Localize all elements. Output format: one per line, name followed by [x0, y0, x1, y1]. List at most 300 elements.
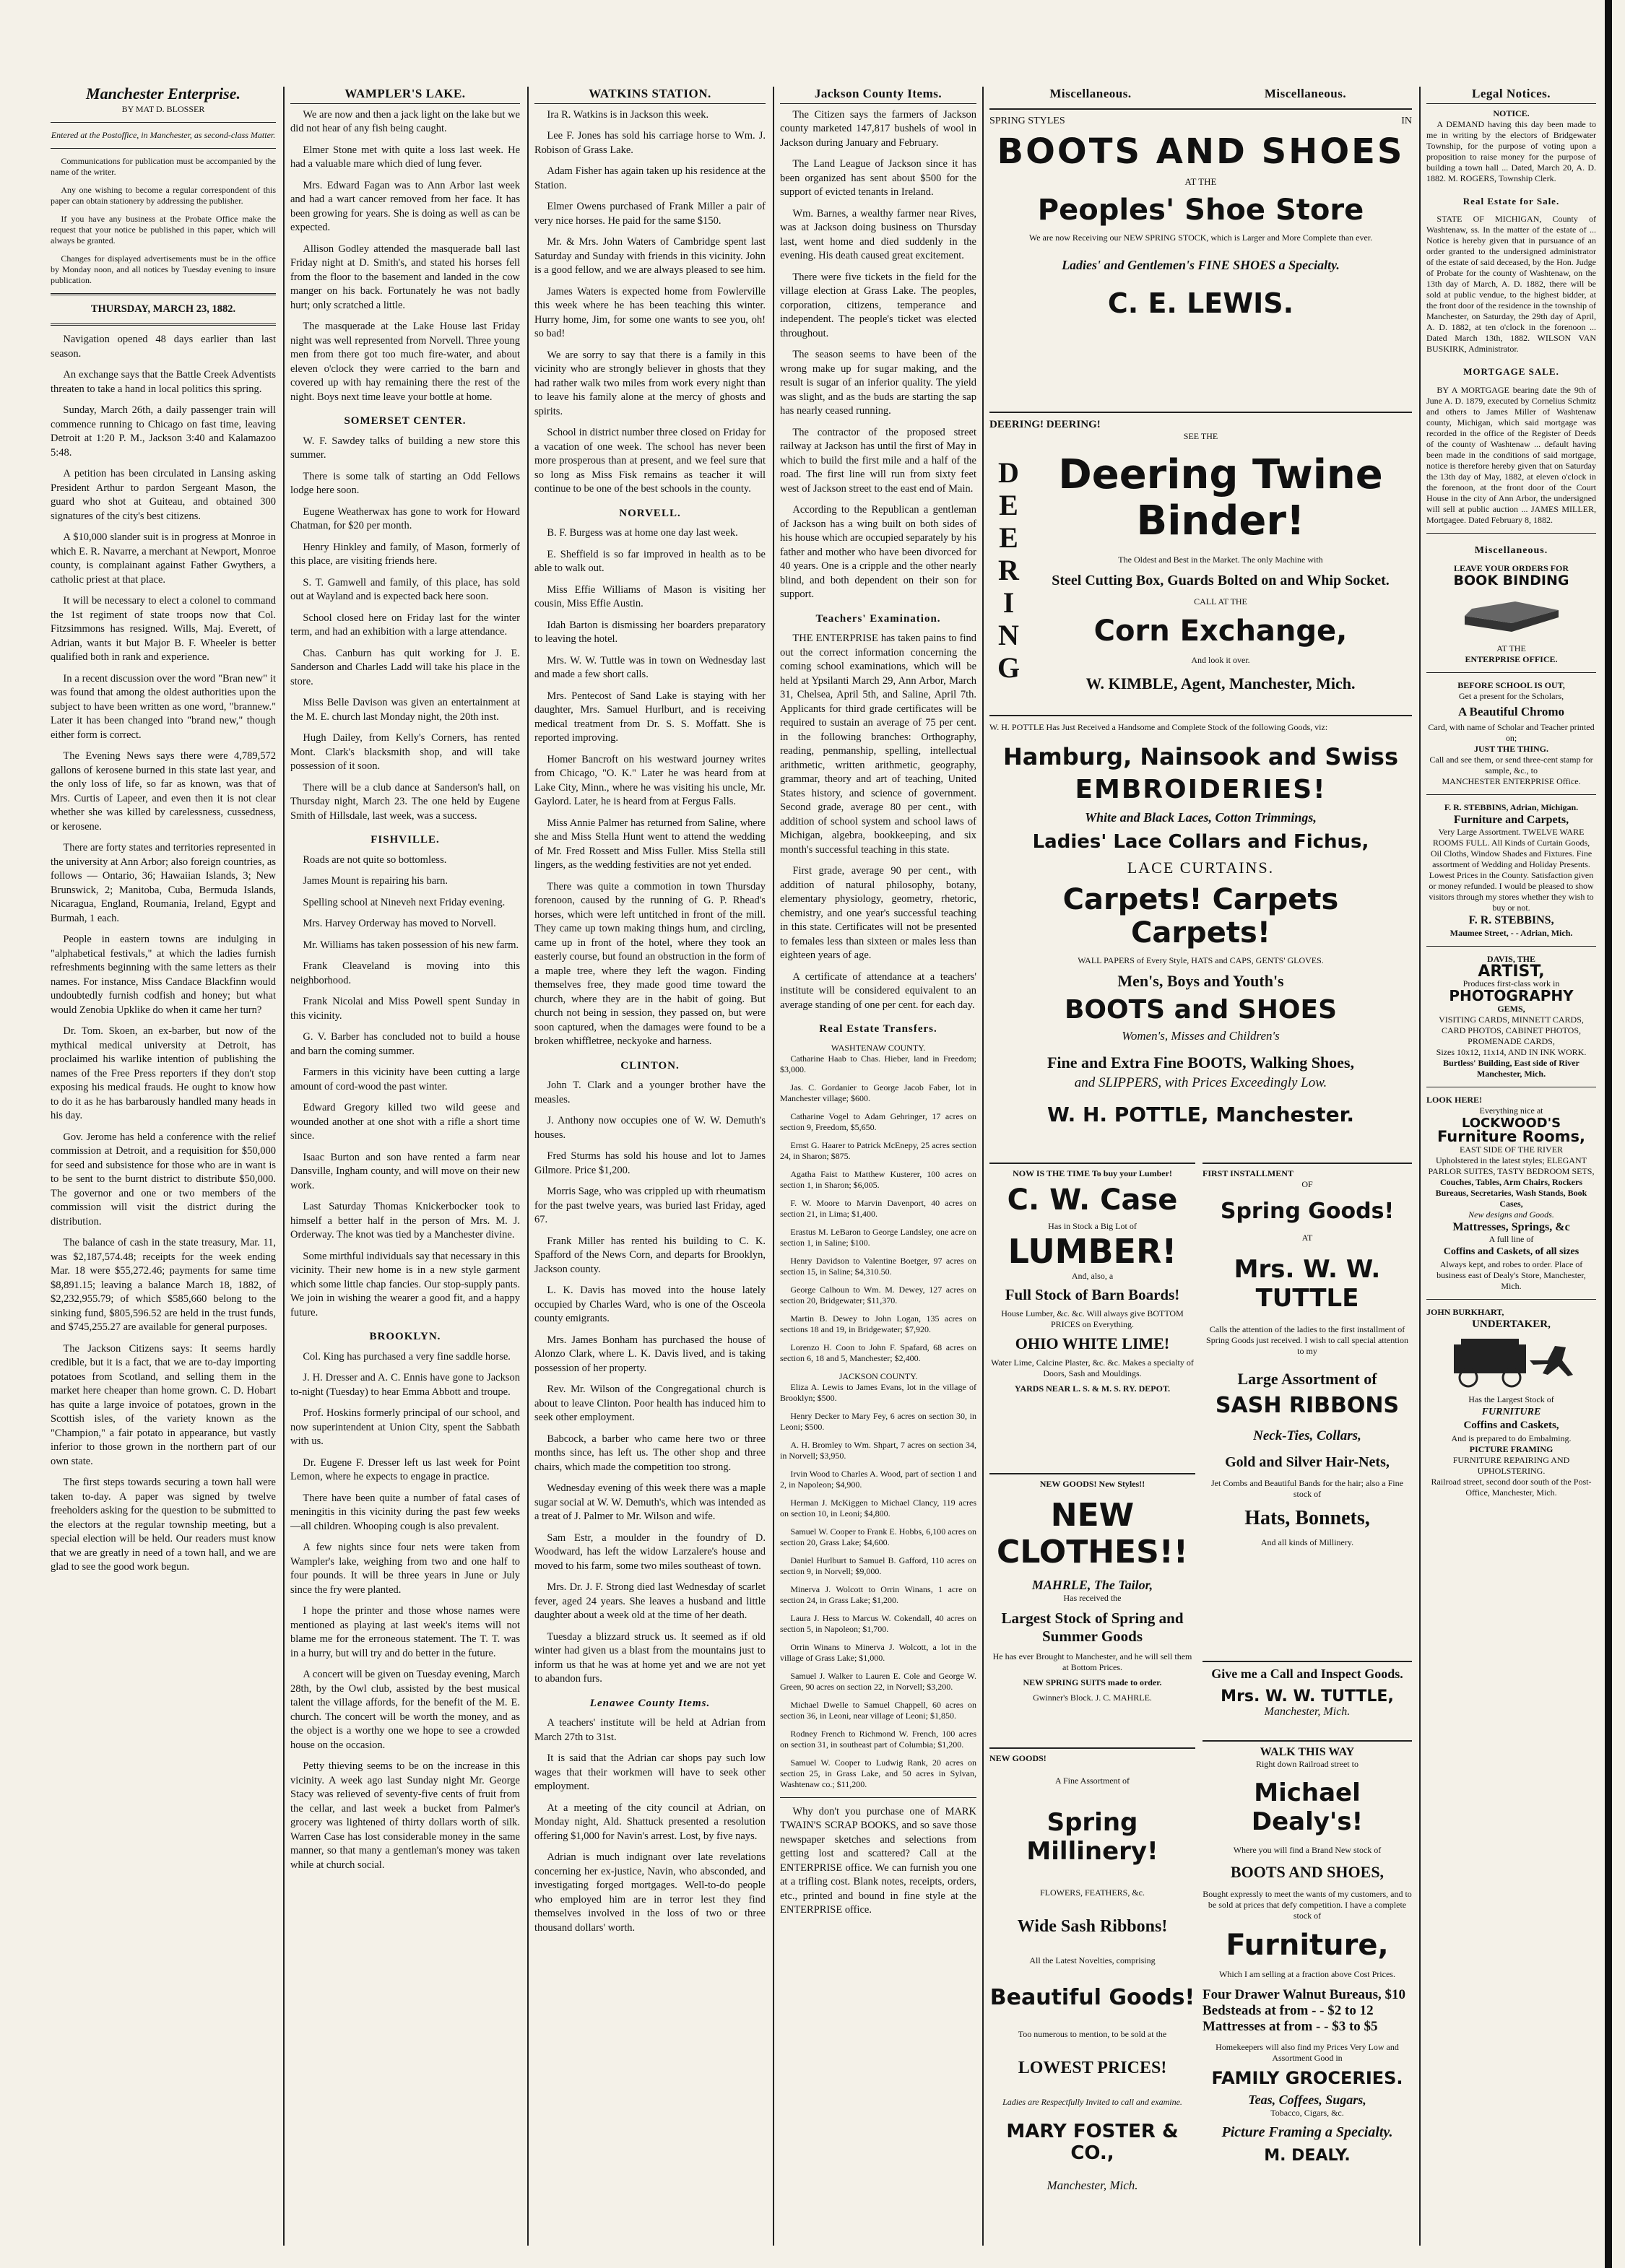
- ad-text: Sizes 10x12, 11x14, AND IN INK WORK.: [1436, 1046, 1587, 1057]
- ad-text: Wide Sash Ribbons!: [1017, 1917, 1168, 1936]
- ad-cw-case-lumber: [989, 1163, 1195, 1472]
- ad-text: Has received the: [1063, 1593, 1122, 1603]
- transfer-item: Orrin Winans to Minerva J. Wolcott, a lot in the village of Grass Lake; $1,000.: [780, 1641, 976, 1663]
- column-2: [290, 87, 520, 2246]
- ad-title: Carpets! Carpets Carpets!: [1062, 883, 1339, 950]
- legal-text: STATE OF MICHIGAN, County of Washtenaw, ss. In the matter of the estate of ... Notice is hereby given that in pursuance of an order granted to the undersigned administrator of the estate of said deceased, by the Hon. Judge of Probate for the county of Washtenaw, on the 13th day of March, A. D. 1882, there will be sold at public vendue, to the highest bidder, at the front door of the residence in the township of Manchester, on Saturday, the 29th day of April, A. D. 1882, at ten o'clock in the forenoon ... Dated March 13th, 1882. WILSON VAN BUSKIRK, Administrator.: [1426, 214, 1596, 354]
- masthead-entered: Entered at the Postoffice, in Manchester, as second-class Matter.: [51, 129, 276, 140]
- news-item: A teachers' institute will be held at Adrian from March 27th to 31st.: [534, 1717, 766, 1743]
- ad-text: SEE THE: [1183, 431, 1218, 441]
- news-item: Col. King has purchased a very fine saddle horse.: [303, 1350, 511, 1363]
- notice: Any one wishing to become a regular correspondent of this paper can obtain stationery by addressing the publisher.: [51, 184, 276, 206]
- news-item: L. K. Davis has moved into the house lately occupied by Charles Ward, who is one of the Osceola county emigrants.: [534, 1285, 766, 1324]
- ad-name: W. KIMBLE, Agent, Manchester, Mich.: [1086, 674, 1356, 692]
- ad-text: Teas, Coffees, Sugars,: [1248, 2093, 1366, 2107]
- news-item: The Evening News says there were 4,789,572 gallons of kerosene burned in this state last year, and the only loss of life, so far as known, was that of Mrs. Curtis of Lapeer, and even then it is not clear whether she was killed by carelessness, cussedness, or kerosene.: [51, 750, 276, 833]
- news-item: A concert will be given on Tuesday evening, March 28th, by the Owl club, assisted by the best musical talent the village affords, for the benefit of the M. E. church. The concert will be worth the money, and as the object is a worthy one we hope to see a crowded house on the occasion.: [290, 1669, 520, 1751]
- ad-title: Michael Dealy's!: [1251, 1778, 1364, 1836]
- news-item: Wednesday evening of this week there was a maple sugar social at W. W. Demuth's, which was intended as a treat of J. Palmer to Mr. Wilson and wife.: [534, 1482, 766, 1522]
- news-item: THE ENTERPRISE has taken pains to find out the correct information concerning the coming school examinations, which will be held at Ypsilanti March 29, Ann Arbor, March 31, Chelsea, April 5th, and Saline, April 7th. Applicants for third grade certificates will be required to sustain an average of 75 per cent. in the following branches: Orthography, reading, penmanship, spelling, intellectual arithmetic, written arithmetic, geography, grammar, theory and art of teaching, United States history, and science of government. Second grade, average 80 per cent., with addition of school system and school laws of Michigan, algebra, bookkeeping, and six month's successful teaching in this state.: [780, 633, 976, 856]
- ad-text: FURNITURE REPAIRING AND UPHOLSTERING.: [1452, 1454, 1570, 1476]
- misc-header: Miscellaneous.: [1049, 87, 1132, 100]
- ad-text: Ladies' Lace Collars and Fichus,: [1032, 831, 1369, 853]
- ad-mary-foster-millinery: [989, 1747, 1195, 2251]
- news-item: Mrs. Pentecost of Sand Lake is staying with her daughter, Mrs. Samuel Hurlburt, and is receiving medical treatment from Dr. S. S. Moffatt. She is reported improving.: [534, 690, 766, 744]
- section-heading: Miscellaneous.: [1474, 544, 1548, 556]
- ad-text: FLOWERS, FEATHERS, &c.: [1039, 1887, 1145, 1898]
- legal-text: BY A MORTGAGE bearing date the 9th of June A. D. 1879, executed by Cornelius Schmitz and others to James Miller of Washtenaw county, Michigan, which said mortgage was recorded in the office of the Register of Deeds of the county of Washtenaw ... default having been made in the conditions of said mortgage, notice is therefore hereby given that on Saturday the 13th day of May, 1882, at eleven o'clock in the forenoon, at the front door of the Court House in the city of Ann Arbor, the undersigned will sell at public auction ... JAMES MILLER, Mortgagee. Dated February 8, 1882.: [1426, 384, 1596, 525]
- news-item: Mrs. James Bonham has purchased the house of Alonzo Clark, where L. K. Davis lived, and is taking possession of her property.: [534, 1334, 766, 1374]
- news-item: The balance of cash in the state treasury, Mar. 11, was $2,187,574.48; receipts for the week ending Mar. 18 were $55,272.46; payments for same time $8,891.15; leaving a balance March 18, 1882, of $2,232,955.79; of which $585,660 belong to the sinking fund, $805,596.52 are held in the trust funds, and $745,255.27 are available for general purposes.: [51, 1237, 276, 1333]
- section-heading: BROOKLYN.: [369, 1331, 441, 1342]
- ad-mrs-tuttle: [1202, 1163, 1412, 1688]
- ad-title: Beautiful Goods!: [989, 1985, 1195, 2010]
- news-item: Frank Miller has rented his building to C. K. Spafford of the News Corn, and departs for Brooklyn, Jackson county.: [534, 1235, 766, 1275]
- ad-title: Mrs. W. W. TUTTLE: [1234, 1255, 1381, 1313]
- news-item: Mrs. Harvey Orderway has moved to Norvell.: [303, 918, 496, 929]
- ad-text: BEFORE SCHOOL IS OUT,: [1457, 680, 1565, 690]
- news-item: An exchange says that the Battle Creek Adventists threaten to take a hand in local politics this spring.: [51, 369, 276, 395]
- news-item: According to the Republican a gentleman of Jackson has a wing built on both sides of his house which are occupied separately by his father and mother who have been divorced for 40 years. One is a cripple and the other nearly blind, and both dependent on their son for support.: [780, 504, 976, 600]
- news-item: James Waters is expected home from Fowlerville this week where he has been teaching this winter. Hurry home, Jim, for some one wants to see you, oh! so bad!: [534, 285, 766, 339]
- news-item: S. T. Gamwell and family, of this place, has sold out at Wayland and is expected back here soon.: [290, 576, 520, 602]
- transfer-item: Lorenzo H. Coon to John F. Spafard, 68 acres on section 6, 18 and 5, Manchester; $2,400.: [780, 1342, 976, 1363]
- section-heading: MORTGAGE SALE.: [1463, 366, 1559, 377]
- newspaper-page: [51, 87, 1603, 2246]
- column-rule: [773, 87, 774, 2246]
- ad-text: OHIO WHITE LIME!: [1015, 1334, 1170, 1352]
- news-item: Frank Cleaveland is moving into this neighborhood.: [290, 960, 520, 986]
- ad-text: House Lumber, &c. &c. Will always give BOTTOM PRICES on Everything.: [1001, 1308, 1184, 1329]
- transfer-item: Henry Decker to Mary Fey, 6 acres on section 30, in Leoni; $500.: [780, 1410, 976, 1432]
- ad-text: Has the Largest Stock of: [1468, 1394, 1554, 1404]
- ad-text: Give me a Call and Inspect Goods.: [1211, 1667, 1403, 1681]
- news-item: People in eastern towns are indulging in "alphabetical festivals," at which the ladies furnish refreshments beginning with the same letters as their names. For instance, Miss Candace Blackfinn would undoubtedly furnish codfish and honey; but what would Zenobia Upklike do when it came her turn?: [51, 934, 276, 1016]
- news-item: Elmer Stone met with quite a loss last week. He had a valuable mare which died of lung fever.: [290, 144, 520, 170]
- ad-name: F. R. STEBBINS,: [1468, 914, 1554, 926]
- ad-text: Railroad street, second door south of the Post-Office, Manchester, Mich.: [1431, 1476, 1592, 1498]
- ad-title: Furniture Rooms,: [1436, 1128, 1586, 1145]
- section-heading: FISHVILLE.: [370, 834, 440, 846]
- ad-text: FAMILY GROCERIES.: [1211, 2068, 1403, 2088]
- news-item: Morris Sage, who was crippled up with rheumatism for the past twelve years, was buried last Friday, aged 67.: [534, 1186, 766, 1225]
- ad-title: Spring Millinery!: [1026, 1808, 1158, 1866]
- news-item: Gov. Jerome has held a conference with the relief commission at Detroit, and a requisition for $50,000 for seed and subsistence for those who are in want is to be sent to the burnt district to distribute $50,000. The governor and one or two members of the commission will visit the district during the distribution.: [51, 1131, 276, 1228]
- ad-name: M. DEALY.: [1264, 2147, 1351, 2165]
- ad-text: FURNITURE: [1481, 1406, 1541, 1417]
- ad-title: BOOTS AND SHOES: [997, 131, 1405, 172]
- news-item: It will be necessary to elect a colonel to command the 1st regiment of state troops now that Col. Fitzsimmons has resigned. Wills, Maj. Everett, of Adrian, wants it but Major B. F. Wheeler is better qualified both in rank and experience.: [51, 595, 276, 663]
- misc-header: Miscellaneous.: [1264, 87, 1347, 100]
- ad-title: Furniture and Carpets,: [1453, 813, 1569, 826]
- ad-text: DAVIS, THE: [1487, 953, 1535, 964]
- news-item: Eugene Weatherwax has gone to work for Howard Chatman, for $20 per month.: [290, 505, 520, 531]
- news-item: Why don't you purchase one of MARK TWAIN'S SCRAP BOOKS, and so save those newspaper sketches and selections from getting lost and scattered? Call at the ENTERPRISE office. We can furnish you one at a trifling cost. Blank notes, receipts, orders, etc., printed and bound in fine style at the ENTERPRISE office.: [780, 1805, 976, 1916]
- ad-deering-binder: [989, 412, 1412, 715]
- news-item: Mr. Williams has taken possession of his new farm.: [303, 939, 519, 951]
- ad-text: W. H. POTTLE Has Just Received a Handsome and Complete Stock of the following Goods, viz:: [989, 722, 1328, 732]
- transfer-item: F. W. Moore to Marvin Davenport, 40 acres on section 21, in Lima; $1,400.: [780, 1197, 976, 1219]
- ad-text: PROMENADE CARDS,: [1468, 1035, 1555, 1046]
- news-item: Lee F. Jones has sold his carriage horse to Wm. J. Robison of Grass Lake.: [534, 130, 766, 156]
- ad-text: LOOK HERE!: [1426, 1094, 1483, 1105]
- transfer-item: Eliza A. Lewis to James Evans, lot in the village of Brooklyn; $500.: [780, 1381, 976, 1403]
- ad-price: Mattresses at from - - $3 to $5: [1202, 2019, 1378, 2034]
- ad-text: Large Assortment of: [1237, 1370, 1377, 1388]
- transfer-item: Herman J. McKiggen to Michael Clancy, 119 acres on section 10, in Leoni; $4,800.: [780, 1497, 976, 1518]
- ad-text: NEW SPRING SUITS made to order.: [1023, 1677, 1162, 1687]
- ad-text: Too numerous to mention, to be sold at the: [1018, 2029, 1167, 2039]
- ad-title: Mattresses, Springs, &c: [1452, 1220, 1570, 1233]
- ad-text: Largest Stock of Spring and Summer Goods: [1001, 1609, 1184, 1645]
- news-item: A certificate of attendance at a teachers' institute will be considered equivalent to an average standing of one per cent. for each day.: [780, 970, 976, 1011]
- news-item: A few nights since four nets were taken from Wampler's lake, weighing from two and one half to four pounds. It will be three years in June or July since the fry were planted.: [290, 1542, 520, 1596]
- section-heading: CLINTON.: [620, 1059, 680, 1072]
- ad-text: And all kinds of Millinery.: [1260, 1537, 1354, 1547]
- column-rule: [527, 87, 529, 2246]
- column-7: [1426, 87, 1596, 2246]
- ad-text: Jet Combs and Beautiful Bands for the hair; also a Fine stock of: [1211, 1478, 1403, 1499]
- ad-title: BOOK BINDING: [1453, 573, 1569, 588]
- news-item: Navigation opened 48 days earlier than last season.: [51, 334, 276, 360]
- section-heading: Real Estate for Sale.: [1462, 195, 1560, 207]
- ad-text: We are now Receiving our NEW SPRING STOCK, which is Larger and More Complete than ever.: [1028, 233, 1373, 243]
- ad-text: IN: [1401, 116, 1412, 126]
- notice: Changes for displayed advertisements must be in the office by Monday noon, and all notices by Tuesday evening to insure publication.: [51, 253, 276, 285]
- news-item: The Land League of Jackson since it has been organized has sent about $500 for the support of evicted tenants in Ireland.: [780, 158, 976, 198]
- ad-text: AT THE: [1496, 643, 1526, 653]
- ad-text: Manchester, Mich.: [1046, 2178, 1138, 2192]
- ad-text: Which I am selling at a fraction above Cost Prices.: [1219, 1969, 1395, 1979]
- ad-text: Homekeepers will also find my Prices Very Low and Assortment Good in: [1216, 2042, 1399, 2063]
- ad-text: And is prepared to do Embalming.: [1451, 1433, 1572, 1443]
- ad-text: OF: [1301, 1179, 1313, 1189]
- ad-text: Ladies' and Gentlemen's FINE SHOES a Specialty.: [1062, 258, 1340, 272]
- news-item: Miss Annie Palmer has returned from Saline, where she and Miss Stella Hunt went to attend the wedding of Mr. Fred Rossett and Miss Fuller. Miss Stella still lingers, as the wedding festivities are not yet ended.: [534, 817, 766, 871]
- ad-title: NEW CLOTHES!!: [997, 1497, 1188, 1570]
- ad-pottle: [989, 715, 1412, 1163]
- ad-title: Corn Exchange,: [1093, 614, 1348, 648]
- ad-text: Card, with name of Scholar and Teacher printed on;: [1428, 721, 1595, 743]
- ad-text: WALK THIS WAY: [1260, 1746, 1355, 1758]
- ad-text: EAST SIDE OF THE RIVER: [1460, 1144, 1563, 1155]
- ad-title: Coffins and Caskets, of all sizes: [1443, 1246, 1580, 1257]
- transfer-item: Rodney French to Richmond W. French, 100 acres on section 31, in southeast part of Columbia; $1,200.: [780, 1728, 976, 1750]
- ad-text: Full Stock of Barn Boards!: [1005, 1286, 1180, 1303]
- ad-title: ARTIST,: [1478, 962, 1545, 981]
- ad-text: Fine and Extra Fine BOOTS, Walking Shoes,: [1046, 1053, 1355, 1072]
- ad-text: Get a present for the Scholars,: [1458, 691, 1564, 701]
- ad-text: Bought expressly to meet the wants of my customers, and to be sold at prices that defy competition. I have a complete stock of: [1202, 1889, 1412, 1921]
- ad-text: Right down Railroad street to: [1256, 1759, 1358, 1769]
- notice: If you have any business at the Probate Office make the request that your notice be published in this paper, which will always be granted.: [51, 213, 276, 246]
- news-item: J. H. Dresser and A. C. Ennis have gone to Jackson to-night (Tuesday) to hear Emma Abbott and troupe.: [290, 1372, 520, 1398]
- column-1: [51, 87, 276, 2246]
- ad-text: JUST THE THING.: [1473, 743, 1549, 754]
- subheading: NOTICE.: [1493, 108, 1530, 118]
- ad-text: DEERING! DEERING!: [989, 419, 1101, 430]
- news-item: There are forty states and territories represented in the university at Ann Arbor; also foreign countries, as follows — Ontario, 36; Hawaiian Islands, 3; New Brunswick, 2; Manitoba, Cuba, Bermuda Islands, Nicaragua, England, Roumania, Ireland, Egypt and Burmah, 1 each.: [51, 842, 276, 924]
- ad-text: FIRST INSTALLMENT: [1202, 1168, 1294, 1178]
- notice: Communications for publication must be accompanied by the name of the writer.: [51, 155, 276, 177]
- ad-text: Gold and Silver Hair-Nets,: [1225, 1454, 1390, 1470]
- ad-text: Gwinner's Block. J. C. MAHRLE.: [1033, 1693, 1152, 1703]
- news-item: Dr. Tom. Skoen, an ex-barber, but now of the mythical medical university at Detroit, has proclaimed his warlike intention of publishing the names of the Free Press reporters if they don't stop exposing his medical frauds. He ought to know how to do it as he has barbarously handled many heads in his day.: [51, 1025, 276, 1121]
- ad-text: NEW GOODS! New Styles!!: [1039, 1479, 1145, 1489]
- section-heading: Legal Notices.: [1426, 87, 1596, 104]
- news-item: E. Sheffield is so far improved in health as to be able to walk out.: [534, 548, 766, 574]
- ad-text: Calls the attention of the ladies to the first installment of Spring Goods just received. I wish to call special attention to my: [1206, 1324, 1408, 1356]
- legal-text: A DEMAND having this day been made to me in writing by the electors of Bridgewater Township, for the purpose of voting upon a proposition to raise money for the purpose of building a town hall ... Dated, March 20, A. D. 1882. M. ROGERS, Township Clerk.: [1426, 118, 1596, 183]
- news-item: Hugh Dailey, from Kelly's Corners, has rented Mont. Clark's blacksmith shop, and will take possession of it soon.: [290, 732, 520, 772]
- ad-text: Ladies are Respectfully Invited to call and examine.: [1002, 2097, 1182, 2107]
- ad-text: A full line of: [1488, 1234, 1534, 1244]
- ad-text: Men's, Boys and Youth's: [1117, 972, 1284, 990]
- transfer-item: Jas. C. Gordanier to George Jacob Faber, lot in Manchester village; $600.: [780, 1082, 976, 1103]
- news-item: The first steps towards securing a town hall were taken to-day. A paper was signed by twelve freeholders asking for the question to be submitted to the electors at the regular township meeting, but a special election will be held. Our readers must know that we are greatly in need of a town hall, and we are glad to see the good work begun.: [51, 1477, 276, 1573]
- news-item: I hope the printer and those whose names were mentioned as playing at last week's items will not blame me for the erroneous statement. The T. T. was in a hurry, but will try and do better in the future.: [290, 1605, 520, 1659]
- issue-date: THURSDAY, MARCH 23, 1882.: [90, 303, 236, 315]
- news-item: Rev. Mr. Wilson of the Congregational church is about to leave Clinton. Poor health has induced him to seek other employment.: [534, 1383, 766, 1423]
- ad-michael-dealy: [1202, 1740, 1412, 2251]
- ad-text: Coffins and Caskets,: [1463, 1420, 1559, 1431]
- ad-text: Very Large Assortment. TWELVE WARE ROOMS FULL. All Kinds of Curtain Goods, Oil Cloths, Window Shades and Fixtures. Fine assortment of Wedding and Holiday Presents. Lowest Prices in the County. Satisfaction given or money refunded. I would be pleased to show visitors through my stores whether they wish to buy or not.: [1429, 827, 1594, 913]
- news-item: The Jackson Citizens says: It seems hardly credible, but it is a fact, that we are to-day importing potatoes from Scotland, and selling them in the market here cheaper than home grown. C. D. Hobart has quite a large invoice of potatoes, grown in the Scottish isles, of the variety known as the "Champion," a fair potato in appearance, but vastly inferior to those grown in the northern part of our own state.: [51, 1342, 276, 1467]
- news-item: There is some talk of starting an Odd Fellows lodge here soon.: [290, 470, 520, 496]
- ad-title: Peoples' Shoe Store: [1037, 194, 1364, 227]
- news-item: Frank Nicolai and Miss Powell spent Sunday in this vicinity.: [290, 996, 520, 1022]
- masthead-publisher: BY MAT D. BLOSSER: [121, 103, 205, 114]
- ad-text: Water Lime, Calcine Plaster, &c. &c. Makes a specialty of Doors, Sash and Mouldings.: [991, 1357, 1194, 1378]
- news-item: Miss Effie Williams of Mason is visiting her cousin, Miss Effie Austin.: [534, 583, 766, 609]
- news-item: A $10,000 slander suit is in progress at Monroe in which E. R. Navarre, a merchant at Newport, Monroe county, is complainant against Father Gwythers, a catholic priest at that place.: [51, 531, 276, 586]
- ad-text: Maumee Street, - - Adrian, Mich.: [1450, 927, 1573, 938]
- ad-text: And, also, a: [1071, 1271, 1114, 1281]
- news-item: Last Saturday Thomas Knickerbocker took to himself a better half in the person of Mrs. M. J. Orderway. The knot was tied by a Manchester divine.: [290, 1201, 520, 1241]
- news-item: The season seems to have been of the wrong make up for sugar making, and the result is sugar of an inferior quality. The yield was slight, and as the buds are starting the sap has nearly ceased running.: [780, 349, 976, 417]
- news-item: B. F. Burgess was at home one day last week.: [547, 527, 738, 539]
- news-item: Mrs. W. W. Tuttle was in town on Wednesday last and made a few short calls.: [534, 654, 766, 680]
- news-item: Prof. Hoskins formerly principal of our school, and now superintendent at Union City, spent the Sabbath with us.: [290, 1407, 520, 1447]
- transfer-item: Martin B. Dewey to John Logan, 135 acres on sections 18 and 19, in Bridgewater; $7,920.: [780, 1313, 976, 1334]
- ad-title: LOCKWOOD'S: [1461, 1115, 1561, 1131]
- ad-text: NEW GOODS!: [989, 1753, 1046, 1763]
- transfer-item: Daniel Hurlburt to Samuel B. Gafford, 110 acres on section 9, in Norvell; $9,000.: [780, 1555, 976, 1576]
- transfer-item: Minerva J. Wolcott to Orrin Winans, 1 acre on section 24, in Grass Lake; $1,200.: [780, 1583, 976, 1605]
- news-item: Adam Fisher has again taken up his residence at the Station.: [534, 165, 766, 191]
- news-item: There were five tickets in the field for the village election at Grass Lake. The peoples, corporation, citizens, temperance and independent. The people's ticket was elected throughout.: [780, 271, 976, 339]
- book-icon: [1457, 588, 1566, 639]
- news-item: In a recent discussion over the word "Bran new" it was found that among the oldest authorities upon the subject to have been written as one word, "brannew." Later it has been changed into "brand new," though either form is correct.: [51, 672, 276, 741]
- ad-name: MARY FOSTER & CO.,: [1006, 2121, 1179, 2164]
- ad-text: And look it over.: [1191, 655, 1250, 665]
- news-item: Petty thieving seems to be on the increase in this vicinity. A week ago last Sunday night Mr. George Stacy was relieved of seventy-five cents of fruit from the cellar, and last week a bucket from Palmer's grocery was lightened of thirty dollars worth of silk. Warren Case has lost considerable money in the same manner, so that many a gentleman's money was taken while at church social.: [290, 1760, 520, 1871]
- ad-text: He has ever Brought to Manchester, and he will sell them at Bottom Prices.: [992, 1651, 1192, 1672]
- hearse-icon: [1439, 1331, 1584, 1389]
- ad-text: Neck-Ties, Collars,: [1253, 1428, 1361, 1443]
- section-heading: Real Estate Transfers.: [819, 1023, 937, 1035]
- news-item: G. V. Barber has concluded not to build a house and barn the coming summer.: [290, 1031, 520, 1057]
- ad-text: PICTURE FRAMING: [1469, 1443, 1554, 1454]
- ad-side-text: DEERING: [992, 456, 1025, 684]
- ad-text: Everything nice at: [1479, 1105, 1543, 1116]
- ad-text: Hats, Bonnets,: [1244, 1507, 1370, 1529]
- news-item: Isaac Burton and son have rented a farm near Dansville, Ingham county, and will move on their new work.: [290, 1151, 520, 1191]
- news-item: At a meeting of the city council at Adrian, on Monday night, Ald. Shattuck presented a resolution offering $1,000 for Navin's arrest. Lost, by five nays.: [534, 1802, 766, 1842]
- ad-peoples-shoe-store: [989, 116, 1412, 404]
- news-item: Mr. & Mrs. John Waters of Cambridge spent last Saturday and Sunday with friends in this vicinity. John is a good fellow, and we are always pleased to see him.: [534, 236, 766, 276]
- ad-text: MAHRLE, The Tailor,: [1031, 1578, 1153, 1592]
- news-item: Edward Gregory killed two wild geese and wounded another at one shot with a rifle a short time since.: [290, 1102, 520, 1142]
- transfer-item: George Calhoun to Wm. M. Dewey, 127 acres on section 20, Bridgewater; $11,370.: [780, 1284, 976, 1305]
- ad-text: Produces first-class work in: [1462, 978, 1560, 989]
- news-item: Fred Sturms has sold his house and lot to James Gilmore. Price $1,200.: [534, 1150, 766, 1176]
- news-item: School in district number three closed on Friday for a vacation of one week. The school has never been more prosperous than at present, and we feel sure that so long as Miss Fisk remains as teacher it will continue to be one of the best schools in the county.: [534, 427, 766, 495]
- news-item: It is said that the Adrian car shops pay such low wages that their workmen will have to seek other employment.: [534, 1752, 766, 1792]
- ad-text: NOW IS THE TIME To buy your Lumber!: [1013, 1168, 1172, 1178]
- transfer-item: Catharine Haab to Chas. Hieber, land in Freedom; $3,000.: [780, 1053, 976, 1074]
- ad-title: LUMBER!: [1008, 1232, 1177, 1271]
- ad-text: Picture Framing a Specialty.: [1221, 2124, 1393, 2140]
- ad-text: LACE CURTAINS.: [1127, 859, 1275, 877]
- transfer-item: Samuel W. Cooper to Frank E. Hobbs, 6,100 acres on section 20, Grass Lake; $4,600.: [780, 1526, 976, 1547]
- ad-text: The Oldest and Best in the Market. The only Machine with: [1118, 555, 1323, 565]
- news-item: School closed here on Friday last for the winter term, and had an exhibition with a large attendance.: [290, 612, 520, 638]
- ad-text: and SLIPPERS, with Prices Exceedingly Low.: [1074, 1075, 1327, 1090]
- ad-title: A Beautiful Chromo: [1457, 705, 1565, 718]
- transfer-item: Erastus M. LeBaron to George Landsley, one acre on section 1, in Saline; $100.: [780, 1226, 976, 1248]
- ad-text: CALL AT THE: [1194, 596, 1247, 607]
- news-item: Sam Estr, a moulder in the foundry of D. Woodward, has left the widow Larzalere's house and moved to his farm, some two miles southeast of town.: [534, 1531, 766, 1572]
- subheading: WASHTENAW COUNTY.: [831, 1042, 926, 1053]
- column-rule: [283, 87, 285, 2246]
- ad-text: Steel Cutting Box, Guards Bolted on and Whip Socket.: [1052, 573, 1390, 588]
- news-item: James Mount is repairing his barn.: [303, 875, 448, 887]
- news-item: There will be a club dance at Sanderson's hall, on Thursday night, March 23. The one held by Eugene Smith of Hillsdale, last week, was a success.: [290, 781, 520, 822]
- news-item: A petition has been circulated in Lansing asking President Arthur to pardon Sergeant Mason, the guard who shot at Guiteau, and obtained 300 signatures of the city's best citizens.: [51, 468, 276, 522]
- column-3: [534, 87, 766, 2246]
- ad-title: Hamburg, Nainsook and Swiss: [1002, 743, 1399, 770]
- news-item: The contractor of the proposed street railway at Jackson has until the first of May in which to build the first mile and a half of the road. The first line will run from sixty feet west of Jackson street to the east end of Main.: [780, 426, 976, 495]
- ad-text: Always kept, and robes to order. Place of business east of Dealy's Store, Manchester, Mich.: [1436, 1259, 1586, 1291]
- news-item: Tuesday a blizzard struck us. It seemed as if old winter had given us a blast from the mountains just to inform us that he was at home yet and we are not yet to abandon furs.: [534, 1630, 766, 1685]
- news-item: Elmer Owens purchased of Frank Miller a pair of very nice horses. He paid for the same $150.: [534, 201, 766, 227]
- news-item: Adrian is much indignant over late revelations concerning her ex-justice, Navin, who absconded, and investigating forged mortgages. Well-to-do people who employed him are in terror lest they find themselves involved in the loss of two or three thousand dollars' worth.: [534, 1851, 766, 1934]
- news-item: Ira R. Watkins is in Jackson this week.: [547, 108, 709, 121]
- column-4: [780, 87, 976, 2246]
- section-heading: SOMERSET CENTER.: [344, 415, 467, 427]
- transfer-item: A. H. Bromley to Wm. Shpart, 7 acres on section 34, in Norvell; $3,950.: [780, 1439, 976, 1461]
- ad-text: Manchester, Mich.: [1264, 1706, 1351, 1718]
- ad-mrs-tuttle-footer: [1202, 1661, 1412, 1739]
- ad-text: AT THE: [1184, 176, 1217, 187]
- news-item: First grade, average 90 per cent., with addition of natural philosophy, botany, elementary physiology, geometry, rhetoric, chemistry, and one year's successful teaching in this state. Certificates will not be presented to females less than sixteen or males less than eighteen years of age.: [780, 865, 976, 961]
- ad-text: All the Latest Novelties, comprising: [1029, 1955, 1156, 1965]
- ad-title: Deering Twine Binder!: [1058, 451, 1383, 544]
- ad-text: LEAVE YOUR ORDERS FOR: [1453, 563, 1569, 573]
- ad-text: WALL PAPERS of Every Style, HATS and CAPS, GENTS' GLOVES.: [1078, 955, 1324, 965]
- transfer-item: Catharine Vogel to Adam Gehringer, 17 acres on section 9, Freedom, $5,650.: [780, 1111, 976, 1132]
- news-item: Babcock, a barber who came here two or three months since, has left us. The other shop and three chairs, which made the competition too strong.: [534, 1433, 766, 1473]
- ad-text: LOWEST PRICES!: [1018, 2059, 1167, 2077]
- news-item: Henry Hinkley and family, of Mason, formerly of this place, are visiting friends here.: [290, 541, 520, 567]
- page-edge-border: [1605, 0, 1612, 2268]
- ad-text: White and Black Laces, Cotton Trimmings,: [1085, 810, 1317, 825]
- ad-title: BOOTS and SHOES: [1064, 995, 1338, 1025]
- ad-text: Where you will find a Brand New stock of: [1233, 1845, 1382, 1855]
- news-item: Homer Bancroft on his westward journey writes from Chicago, "O. K." Later he was heard from at Lake City, Minn., where he was visiting his uncle, Mr. Gaylord. Later, he is heard from at Fergus Falls.: [534, 753, 766, 807]
- news-item: Miss Belle Davison was given an entertainment at the M. E. church last Monday night, the 20th inst.: [290, 697, 520, 723]
- ad-mahrle-tailor: [989, 1473, 1195, 1746]
- transfer-item: Irvin Wood to Charles A. Wood, part of section 1 and 2, in Napoleon; $4,900.: [780, 1468, 976, 1490]
- news-item: Chas. Canburn has quit working for J. E. Sanderson and Charles Ladd will take his place in the store.: [290, 647, 520, 687]
- ad-text: New designs and Goods.: [1468, 1209, 1554, 1220]
- ad-title: SASH RIBBONS: [1215, 1393, 1400, 1418]
- transfer-item: Samuel W. Cooper to Ludwig Rank, 20 acres on section 25, in Grass Lake, and 50 acres in Sylvan, Washtenaw co.; $11,200.: [780, 1757, 976, 1789]
- subheading: JACKSON COUNTY.: [838, 1370, 918, 1381]
- news-item: Mrs. Dr. J. F. Strong died last Wednesday of scarlet fever, aged 24 years. She leaves a husband and little daughter about a week old at the time of her death.: [534, 1581, 766, 1621]
- ad-text: Upholstered in the latest styles; ELEGANT PARLOR SUITES, TASTY BEDROOM SETS,: [1428, 1155, 1595, 1176]
- masthead-title: Manchester Enterprise.: [86, 87, 240, 103]
- ad-text: YARDS NEAR L. S. & M. S. RY. DEPOT.: [1014, 1383, 1171, 1394]
- transfer-item: Agatha Faist to Matthew Kusterer, 100 acres on section 1, in Sharon; $6,005.: [780, 1168, 976, 1190]
- ad-text: AT: [1301, 1233, 1313, 1243]
- ad-price: Four Drawer Walnut Bureaus, $10: [1202, 1987, 1405, 2002]
- news-item: John T. Clark and a younger brother have the measles.: [534, 1079, 766, 1105]
- ad-text: VISITING CARDS, MINNETT CARDS, CARD PHOTOS, CABINET PHOTOS,: [1439, 1014, 1584, 1035]
- news-item: The masquerade at the Lake House last Friday night was well represented from Norvell. Three young men from there got too much fire-water, and about eleven o'clock they were carried to the barn and covered up with hay remaining there the rest of the night. Boys next time leave your bottle at home.: [290, 321, 520, 403]
- news-item: Allison Godley attended the masquerade ball last Friday night at D. Smith's, and stated his horses fell from the floor to the basement and landed in the cow manger on his back. Fortunately he was not badly hurt; only scratched a little.: [290, 243, 520, 311]
- ad-name: W. H. POTTLE, Manchester.: [1046, 1103, 1355, 1126]
- section-heading: WATKINS STATION.: [534, 87, 766, 104]
- news-item: J. Anthony now occupies one of W. W. Demuth's houses.: [534, 1115, 766, 1141]
- ad-name: C. E. LEWIS.: [1107, 287, 1294, 319]
- ad-title: EMBROIDERIES!: [1075, 775, 1327, 804]
- news-item: W. F. Sawdey talks of building a new store this summer.: [290, 435, 520, 461]
- ad-title: PHOTOGRAPHY: [1449, 987, 1574, 1004]
- ad-text: Has in Stock a Big Lot of: [1048, 1221, 1137, 1231]
- news-item: Some mirthful individuals say that necessary in this vicinity. Their new home is in a new style garment which some little chap fancies. Our stop-supply pants. We join in wishing the wearer a good fit, and a happy future.: [290, 1250, 520, 1318]
- ad-text: JOHN BURKHART,: [1426, 1306, 1504, 1317]
- ad-text: Women's, Misses and Children's: [1122, 1029, 1280, 1043]
- news-item: Sunday, March 26th, a daily passenger train will commence running to Chicago on fast time, leaving Detroit at 1:20 P. M., Jackson 3:40 and Kalamazoo 5:48.: [51, 404, 276, 459]
- ad-text: Burtless' Building, East side of River Manchester, Mich.: [1443, 1057, 1580, 1079]
- transfer-item: Samuel J. Walker to Lauren E. Cole and George W. Green, 90 acres on section 22, in Norvell; $3,200.: [780, 1670, 976, 1692]
- section-heading: Lenawee County Items.: [589, 1697, 711, 1709]
- ad-text: F. R. STEBBINS, Adrian, Michigan.: [1444, 801, 1579, 812]
- ad-text: Couches, Tables, Arm Chairs, Rockers Bureaus, Secretaries, Wash Stands, Book Cases,: [1435, 1176, 1587, 1209]
- ad-title: UNDERTAKER,: [1472, 1318, 1551, 1330]
- ad-title: Furniture,: [1226, 1929, 1389, 1962]
- ad-name: Mrs. W. W. TUTTLE,: [1221, 1687, 1394, 1706]
- transfer-item: Laura J. Hess to Marcus W. Cokendall, 40 acres on section 5, in Napoleon; $1,700.: [780, 1612, 976, 1634]
- ad-text: MANCHESTER ENTERPRISE Office.: [1442, 775, 1581, 786]
- section-heading: NORVELL.: [619, 507, 681, 519]
- section-heading: Jackson County Items.: [780, 87, 976, 104]
- news-item: Wm. Barnes, a wealthy farmer near Rives, was at Jackson doing business on Thursday last, went home and died suddenly in the evening. His death caused great excitement.: [780, 207, 976, 261]
- column-rule: [1419, 87, 1421, 2246]
- ad-title: C. W. Case: [1007, 1183, 1178, 1217]
- ad-text: A Fine Assortment of: [1054, 1776, 1130, 1786]
- ad-text: SPRING STYLES: [989, 116, 1065, 126]
- ad-price: Bedsteads at from - - $2 to 12: [1202, 2003, 1374, 2018]
- section-heading: WAMPLER'S LAKE.: [290, 87, 520, 104]
- news-item: Farmers in this vicinity have been cutting a large amount of cord-wood the past winter.: [290, 1066, 520, 1092]
- ad-text: Tobacco, Cigars, &c.: [1270, 2108, 1344, 2118]
- ad-text: Call and see them, or send three-cent stamp for sample, &c., to: [1429, 754, 1593, 775]
- news-item: We are now and then a jack light on the lake but we did not hear of any fish being caught.: [290, 108, 520, 134]
- news-item: There was quite a commotion in town Thursday forenoon, caused by the running of G. P. Rhead's horses, which were left untitched in front of the mill. They came up town making things hum, and circling, came up in front of the hotel, where they took an easterly course, but found an obstruction in the form of a maple tree, where they left the wagon. Finding themselves free, they made good time toward the church, where they are in the habit of going. But church not being in session, they passed on, but were soon captured, when the damages were found to be a broken whiffletree, neckyoke and harness.: [534, 880, 766, 1047]
